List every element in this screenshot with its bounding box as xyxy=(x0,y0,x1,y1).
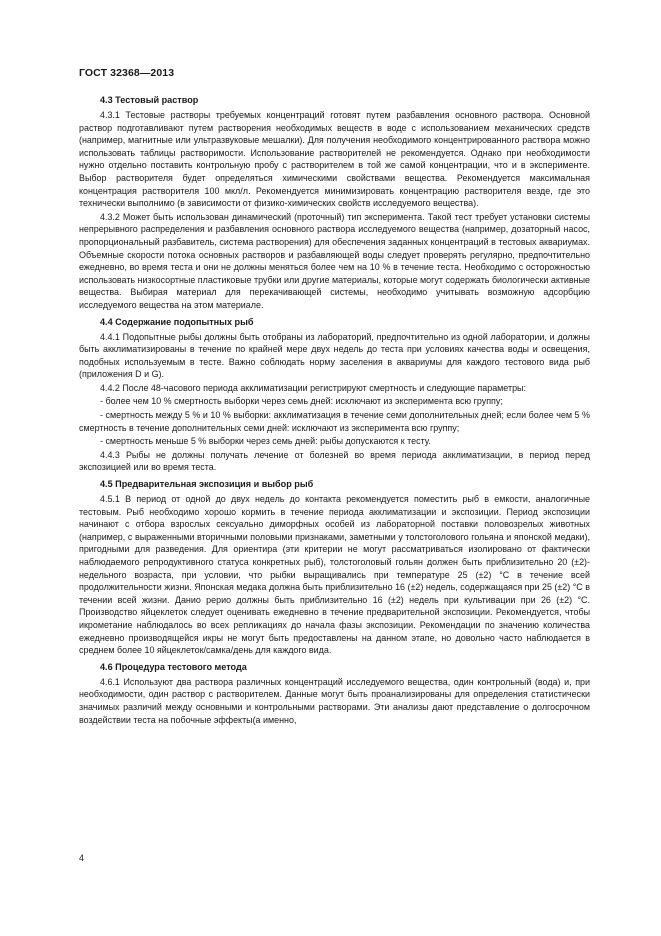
paragraph: 4.4.1 Подопытные рыбы должны быть отобраны из лабораторий, предпочтительно из одной лаборатории, и должны быть акклиматизированы в течение по крайней мере двух недель до теста при условиях качества воды и освещения, подобных используемым в тесте. Важно соблюдать норму заселения в аквариумы для каждого тестового вида рыб (приложения D и G). xyxy=(79,331,590,380)
paragraph: 4.4.3 Рыбы не должны получать лечение от болезней во время периода акклиматизации, в период перед экспозицией или во время теста. xyxy=(79,449,590,473)
section-4-3 xyxy=(79,94,590,312)
section-4-4 xyxy=(79,316,590,475)
section-heading: 4.3 Тестовый раствор xyxy=(100,95,199,105)
section-heading: 4.4 Содержание подопытных рыб xyxy=(100,316,254,327)
list-item: - смертность меньше 5 % выборки через семь дней: рыбы допускаются к тесту. xyxy=(100,436,431,447)
document-body xyxy=(79,94,590,726)
section-4-5 xyxy=(79,478,590,657)
list-item: - смертность между 5 % и 10 % выборки: акклиматизация в течение семи дополнительных дней; если более чем 5 % смертность в течение дополнительных семи дней: исключают из эксперимента всю группу; xyxy=(79,410,590,433)
document-header: ГОСТ 32368—2013 xyxy=(79,67,175,79)
list-item: - более чем 10 % смертность выборки через семь дней: исключают из эксперимента всю группу; xyxy=(100,396,503,407)
section-heading: 4.6 Процедура тестового метода xyxy=(100,661,247,672)
paragraph: 4.4.2 После 48-часового периода акклиматизации регистрируют смертность и следующие параметры: xyxy=(100,382,526,393)
section-4-6 xyxy=(79,661,590,726)
paragraph: 4.6.1 Используют два раствора различных концентраций исследуемого вещества, один контрольный (вода) и, при необходимости, один раствор с растворителем. Данные могут быть проанализированы для определения статистически значимых различий между основными и контрольными растворами. Эти анализы дают представление о долгосрочном воздействии теста на побочные эффекты(а именно, xyxy=(79,676,590,725)
paragraph: 4.5.1 В период от одной до двух недель до контакта рекомендуется поместить рыб в емкости, аналогичные тестовым. Рыб необходимо хорошо кормить в течение периода акклиматизации и экспозиции. Период экспозиции начинают с отбора взрослых сексуально диморфных особей из лабораторной поставки половозрелых животных (например, с выраженными вторичными половыми признаками, заметными у толстоголового гольяна и японской медаки), пригодными для разведения. Для ориентира (эти критерии не могут рассматриваться изолировано от фактически наблюдаемого репродуктивного статуса конкретных рыб), толстоголовый гольян должен быть приблизительно 20 (±2)-недельного возраста, при условии, что рыбки выращивались при температуре 25 (±2) °С в течение всей продолжительности жизни. Японская медака должна быть приблизительно 16 (±2) недель, содержащаяся при 25 (±2) °С в течении всей жизни. Данио рерио должны быть приблизительно 16 (±2) недель при культивации при 26 (±2) °С. Производство яйцеклеток следует оценивать ежедневно в течение предварительной экспозиции. Рекомендуется, чтобы икрометание наблюдалось во всех репликациях до начала фазы экспозиции. Рекомендации по значению количества ежедневно производящейся икры не могут быть предоставлены на данном этапе, но довольно часто наблюдается в среднем более 10 яйцеклеток/самка/день для каждого вида. xyxy=(79,494,590,656)
paragraph: 4.3.2 Может быть использован динамический (проточный) тип эксперимента. Такой тест требует установки системы непрерывного распределения и разбавления основного раствора исследуемого вещества (например, дозаторный насос, пропорциональный разбавитель, система растворения) для обеспечения заданных концентраций в тестовых аквариумах. Объемные скорости потока основных растворов и разбавляющей воды следует проверять регулярно, предпочтительно ежедневно, во время теста и они не должны меняться более чем на 10 % в течение теста. Необходимо с осторожностью использовать низкосортные пластиковые трубки или другие материалы, которые могут содержать биологически активные вещества. Выбирая материал для перекачивающей системы, необходимо учитывать возможную адсорбцию исследуемого вещества на этом материале. xyxy=(79,211,590,310)
paragraph: 4.3.1 Тестовые растворы требуемых концентраций готовят путем разбавления основного раствора. Основной раствор подготавливают путем растворения необходимых веществ в воде с использованием механических средств (например, магнитные или ультразвуковые мешалки). Для получения необходимого концентрированного раствора можно использовать таблицы растворимости. Использование растворителей не рекомендуется. Однако при необходимости нужно отдельно поставить контрольную пробу с растворителем в той же самой концентрации, что и в эксперименте. Выбор растворителя будет определяться химическими свойствами вещества. Рекомендуется максимальная концентрация растворителя 100 мкл/л. Рекомендуется минимизировать концентрацию растворителя везде, где это технически выполнимо (в зависимости от физико-химических свойств исследуемого вещества). xyxy=(79,110,590,209)
section-heading: 4.5 Предварительная экспозиция и выбор рыб xyxy=(100,479,314,490)
page-number: 4 xyxy=(79,853,85,863)
